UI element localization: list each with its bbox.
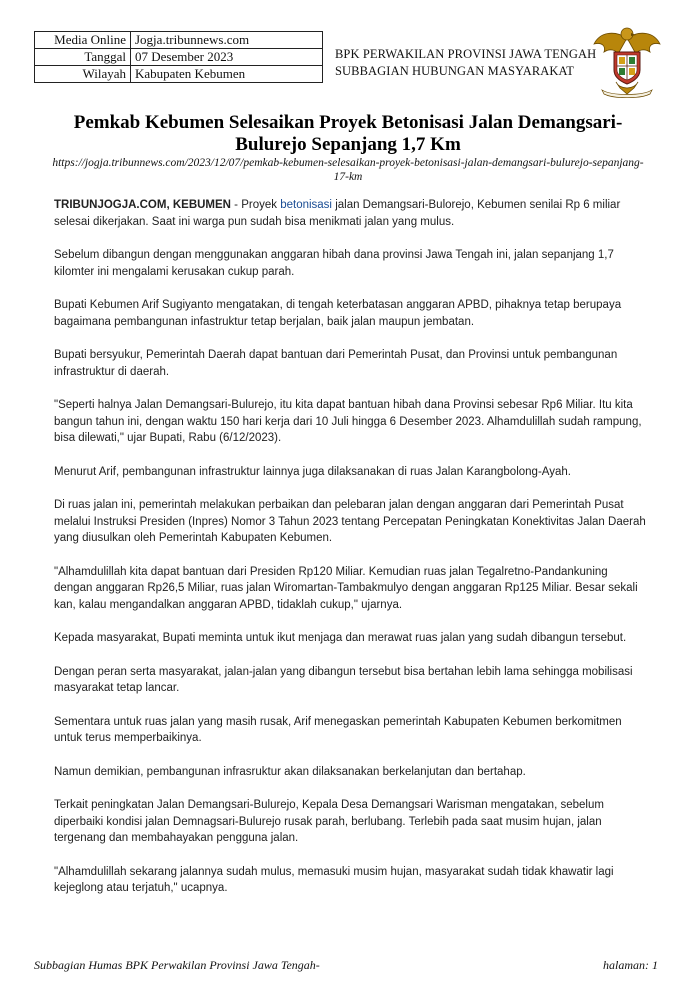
paragraph: Di ruas jalan ini, pemerintah melakukan perbaikan dan pelebaran jalan dengan anggaran dari Pemerintah Pusat melalui Instruksi Presiden (Inpres) Nomor 3 Tahun 2023 tentang Percepatan Peningkatan Konektivitas Jalan Daerah yang diusulkan oleh Pemerintah Kabupaten Kebumen. bbox=[54, 499, 646, 544]
paragraph: Sementara untuk ruas jalan yang masih rusak, Arif menegaskan pemerintah Kabupaten Kebumen berkomitmen untuk terus memperbaikinya. bbox=[54, 715, 622, 744]
paragraph: Namun demikian, pembangunan infrasruktur akan dilaksanakan berkelanjutan dan bertahap. bbox=[54, 765, 526, 778]
paragraph: Sebelum dibangun dengan menggunakan anggaran hibah dana provinsi Jawa Tengah ini, jalan sepanjang 1,7 kilomter ini mengalami kerusakan cukup parah. bbox=[54, 249, 614, 278]
betonisasi-link[interactable]: betonisasi bbox=[280, 199, 332, 211]
footer-page-number: halaman: 1 bbox=[603, 958, 658, 972]
agency-division: SUBBAGIAN HUBUNGAN MASYARAKAT bbox=[335, 64, 575, 78]
meta-value: 07 Desember 2023 bbox=[131, 49, 323, 66]
paragraph: Bupati bersyukur, Pemerintah Daerah dapat bantuan dari Pemerintah Pusat, dan Provinsi untuk pembangunan infrastruktur di daerah. bbox=[54, 349, 618, 378]
meta-label: Tanggal bbox=[35, 49, 131, 66]
paragraph: "Alhamdulillah sekarang jalannya sudah mulus, memasuki musim hujan, masyarakat sudah tidak khawatir lagi kejeglong atau terjatuh," ucapnya. bbox=[54, 865, 614, 894]
lead-paragraph bbox=[54, 197, 646, 230]
lead-source: TRIBUNJOGJA.COM, KEBUMEN bbox=[54, 199, 231, 211]
paragraph: Bupati Kebumen Arif Sugiyanto mengatakan, di tengah keterbatasan anggaran APBD, pihaknya tetap berupaya bagaimana pembangunan infastruktur tetap berjalan, baik jalan maupun jembatan. bbox=[54, 299, 622, 328]
paragraph: Dengan peran serta masyarakat, jalan-jalan yang dibangun tersebut bisa bertahan lebih lama sehingga mobilisasi masyarakat tetap lancar. bbox=[54, 665, 633, 694]
footer-department: Subbagian Humas BPK Perwakilan Provinsi Jawa Tengah- bbox=[34, 958, 320, 972]
meta-value: Jogja.tribunnews.com bbox=[131, 32, 323, 49]
paragraph: "Alhamdulillah kita dapat bantuan dari Presiden Rp120 Miliar. Kemudian ruas jalan Tegalretno-Pandankuning dengan anggaran Rp26,5 Miliar, ruas jalan Wiromartan-Tambakmulyo dengan anggaran Rp125 Miliar. Besar sekali kan, kalau mengandalkan anggaran APBD, tidaklah cukup," ujarnya. bbox=[54, 565, 638, 611]
lead-rest: jalan Demangsari-Bulorejo, Kebumen senilai Rp 6 miliar selesai dikerjakan. Saat ini warga pun sudah bisa menikmati jalan yang mulus. bbox=[54, 199, 621, 228]
lead-mid: - Proyek bbox=[230, 199, 281, 211]
meta-value: Kabupaten Kebumen bbox=[131, 66, 323, 83]
article-body bbox=[54, 197, 646, 914]
paragraph: "Seperti halnya Jalan Demangsari-Bulurejo, itu kita dapat bantuan hibah dana Provinsi sebesar Rp6 Miliar. Itu kita bangun tahun ini, dengan waktu 150 hari kerja dari 10 Juli hingga 6 Desember 2023. Alhamdulillah sudah rampung, bisa dilewati," ujar Bupati, Rabu (6/12/2023). bbox=[54, 399, 642, 444]
metadata-table bbox=[34, 31, 323, 83]
meta-row-media bbox=[35, 32, 323, 49]
meta-row-date bbox=[35, 49, 323, 66]
paragraph: Terkait peningkatan Jalan Demangsari-Bulurejo, Kepala Desa Demangsari Warisman mengatakan, sebelum diperbaiki kondisi jalan Demnagsari-Bulurejo rusak parah, berlubang. Terlebih pada saat musim hujan, jalan tergenang dan membahayakan pengguna jalan. bbox=[54, 799, 604, 844]
article-url[interactable]: https://jogja.tribunnews.com/2023/12/07/pemkab-kebumen-selesaikan-proyek-betonisasi-jalan-demangsari-bulurejo-sepanjang-17-km bbox=[52, 157, 644, 183]
paragraph: Kepada masyarakat, Bupati meminta untuk ikut menjaga dan merawat ruas jalan yang sudah dibangun tersebut. bbox=[54, 632, 627, 644]
garuda-emblem-icon bbox=[592, 24, 662, 98]
meta-row-region bbox=[35, 66, 323, 83]
meta-label: Media Online bbox=[35, 32, 131, 49]
meta-label: Wilayah bbox=[35, 66, 131, 83]
agency-header bbox=[335, 46, 596, 80]
agency-name: BPK PERWAKILAN PROVINSI JAWA TENGAH bbox=[335, 47, 597, 61]
paragraph: Menurut Arif, pembangunan infrastruktur lainnya juga dilaksanakan di ruas Jalan Karangbolong-Ayah. bbox=[54, 465, 571, 478]
article-title: Pemkab Kebumen Selesaikan Proyek Betonisasi Jalan Demangsari-Bulurejo Sepanjang 1,7 Km bbox=[73, 112, 623, 155]
